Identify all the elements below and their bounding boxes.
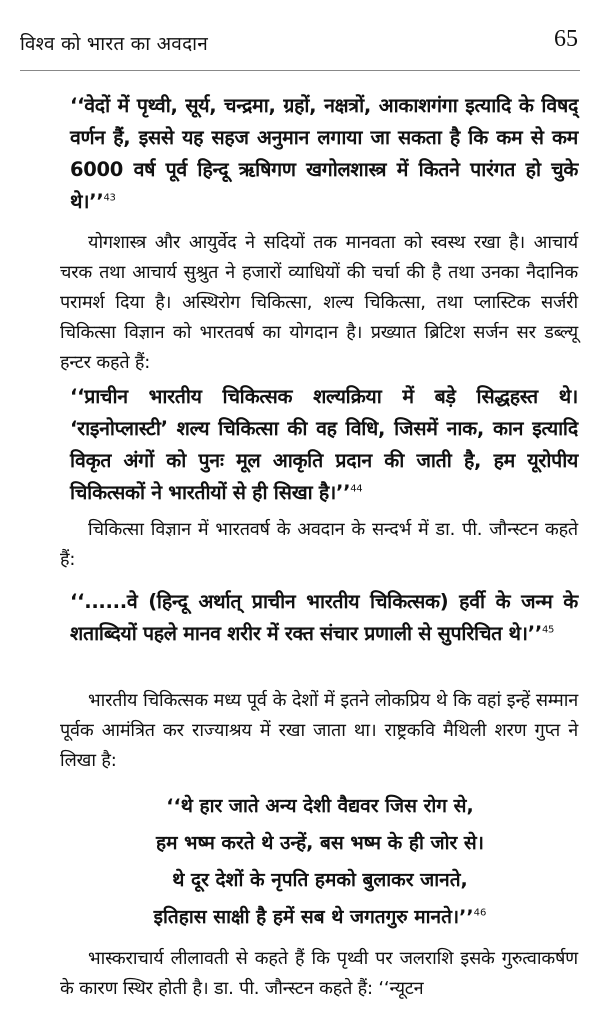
paragraph-johnston-intro (60, 515, 578, 575)
paragraph-johnston-intro-text: चिकित्सा विज्ञान में भारतवर्ष के अवदान के सन्दर्भ में डा. पी. जौन्स्टन कहते हैं: (60, 519, 578, 570)
page-number: 65 (554, 26, 578, 52)
quote-hunter-text: ‘‘प्राचीन भारतीय चिकित्सक शल्यक्रिया में बड़े सिद्धहस्त थे। ‘राइनोप्लास्टी’ शल्य चिकित्सा की वह विधि, जिसमें नाक, कान इत्यादि विकृत अंगों को पुनः मूल आकृति प्रदान की जाती है, हम यूरोपीय चिकित्सकों ने भारतीयों से ही सिखा है।’’ (70, 385, 578, 504)
verse-line-4-text: इतिहास साक्षी है हमें सब थे जगतगुरु मानते।’’ (153, 906, 474, 928)
running-title: विश्व को भारत का अवदान (20, 33, 209, 55)
verse-block (60, 788, 580, 936)
quote-harvey (70, 586, 578, 650)
header-rule (20, 70, 580, 71)
verse-line-2: हम भष्म करते थे उन्हें, बस भष्म के ही जोर से। (156, 832, 484, 854)
paragraph-gupt-intro (60, 686, 578, 776)
running-head (20, 26, 578, 60)
footnote-ref-45: 45 (541, 624, 555, 636)
paragraph-yoga-ayurveda (60, 228, 578, 378)
paragraph-bhaskaracharya (60, 944, 578, 1004)
footnote-ref-46: 46 (473, 907, 487, 919)
quote-vedas-text: ‘‘वेदों में पृथ्वी, सूर्य, चन्द्रमा, ग्रहों, नक्षत्रों, आकाशगंगा इत्यादि के विषद् वर्णन हैं, इससे यह सहज अनुमान लगाया जा सकता है कि कम से कम 6000 वर्ष पूर्व हिन्दू ऋषिगण खगोलशास्त्र में कितने पारंगत हो चुके थे।’’ (70, 94, 578, 213)
verse-line-1: ‘‘थे हार जाते अन्य देशी वैद्यवर जिस रोग से, (166, 795, 474, 817)
footnote-ref-44: 44 (350, 483, 363, 495)
paragraph-yoga-ayurveda-text: योगशास्त्र और आयुर्वेद ने सदियों तक मानवता को स्वस्थ रखा है। आचार्य चरक तथा आचार्य सुश्रुत ने हजारों व्याधियों की चर्चा की है तथा उनका नैदानिक परामर्श दिया है। अस्थिरोग चिकित्सा, शल्य चिकित्सा, तथा प्लास्टिक सर्जरी चिकित्सा विज्ञान को भारतवर्ष का योगदान है। प्रख्यात ब्रिटिश सर्जन सर डब्ल्यू हन्टर कहते हैं: (60, 232, 578, 373)
verse-line-3: थे दूर देशों के नृपति हमको बुलाकर जानते, (172, 869, 468, 891)
quote-harvey-text: ‘‘......वे (हिन्दू अर्थात् प्राचीन भारतीय चिकित्सक) हर्वी के जन्म के शताब्दियों पहले मानव शरीर में रक्त संचार प्रणाली से सुपरिचित थे।’’ (70, 590, 578, 645)
paragraph-bhaskaracharya-text: भास्कराचार्य लीलावती से कहते हैं कि पृथ्वी पर जलराशि इसके गुरुत्वाकर्षण के कारण स्थिर होती है। डा. पी. जौन्स्टन कहते हैं: ‘‘न्यूटन (60, 948, 578, 999)
paragraph-gupt-intro-text: भारतीय चिकित्सक मध्य पूर्व के देशों में इतने लोकप्रिय थे कि वहां इन्हें सम्मान पूर्वक आमंत्रित कर राज्याश्रय में रखा जाता था। राष्ट्रकवि मैथिली शरण गुप्त ने लिखा है: (60, 690, 578, 771)
verse-line-4 (60, 899, 580, 936)
quote-hunter (70, 381, 578, 509)
quote-vedas (70, 90, 578, 218)
footnote-ref-43: 43 (103, 192, 116, 204)
